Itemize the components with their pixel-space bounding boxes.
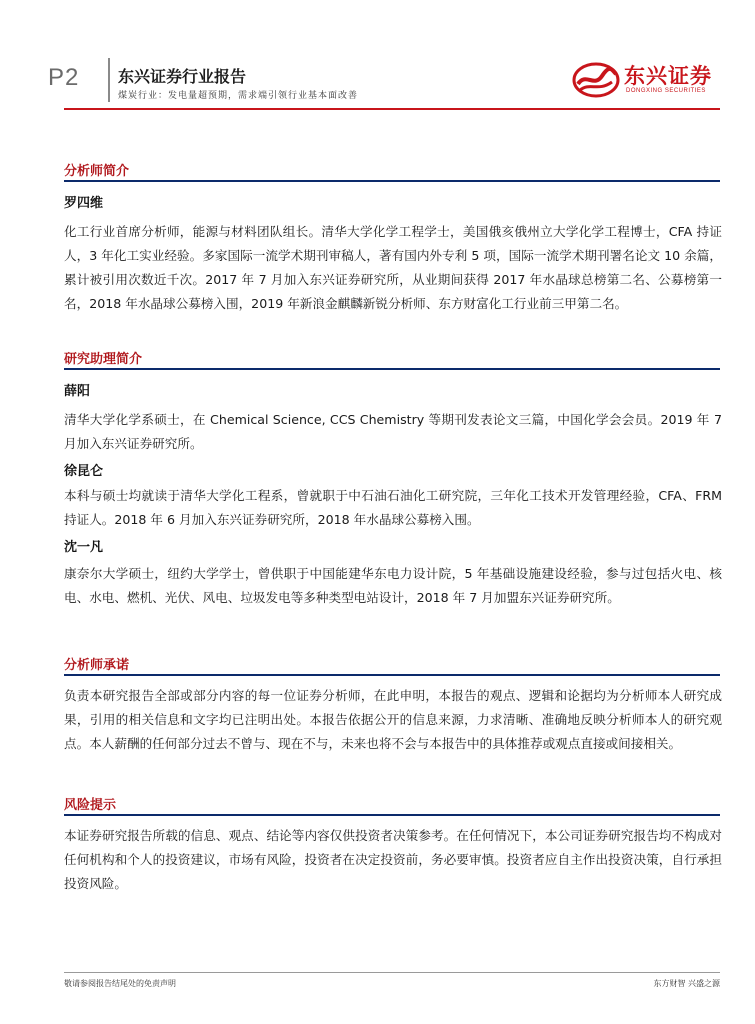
report-subtitle: 煤炭行业：发电量超预期，需求端引领行业基本面改善 <box>118 91 359 101</box>
assistant-name: 沈一凡 <box>64 540 104 555</box>
report-title: 东兴证券行业报告 <box>118 67 247 86</box>
section-divider <box>64 674 720 676</box>
assistant-bio: 本科与硕士均就读于清华大学化工程系，曾就职于中石油石油化工研究院，三年化工技术开发管理经验，CFA、FRM 持证人。2018 年 6 月加入东兴证券研究所，2018 年水晶球公募榜入围。 <box>64 488 722 527</box>
page-header <box>0 0 755 110</box>
analyst-bio: 化工行业首席分析师，能源与材料团队组长。清华大学化学工程学士，美国俄亥俄州立大学化学工程博士，CFA 持证人，3 年化工实业经验。多家国际一流学术期刊审稿人，著有国内外专利 5 项，国际一流学术期刊署名论文 10 余篇，累计被引用次数近千次。2017 年 7 月加入东兴证券研究所，从业期间获得 2017 年水晶球总榜第二名、公募榜第一名，2018 年水晶球公募榜入围，2019 年新浪金麒麟新锐分析师、东方财富化工行业前三甲第二名。 <box>64 224 722 311</box>
footer-rule <box>64 972 720 973</box>
assistant-bio: 清华大学化学系硕士，在 Chemical Science, CCS Chemistry 等期刊发表论文三篇，中国化学会会员。2019 年 7 月加入东兴证券研究所。 <box>64 412 722 451</box>
commitment-section-title: 分析师承诺 <box>64 658 130 673</box>
analyst-name: 罗四维 <box>64 196 104 211</box>
header-rule <box>64 108 720 110</box>
logo-english-text: DONGXING SECURITIES <box>626 88 706 94</box>
section-divider <box>64 180 720 182</box>
footer-disclaimer-note: 敬请参阅报告结尾处的免责声明 <box>64 979 176 988</box>
section-divider <box>64 814 720 816</box>
commitment-text: 负责本研究报告全部或部分内容的每一位证券分析师，在此申明，本报告的观点、逻辑和论据均为分析师本人研究成果，引用的相关信息和文字均已注明出处。本报告依据公开的信息来源，力求清晰、准确地反映分析师本人的研究观点。本人薪酬的任何部分过去不曾与、现在不与，未来也将不会与本报告中的具体推荐或观点直接或间接相关。 <box>64 688 722 751</box>
section-divider <box>64 368 720 370</box>
header-divider <box>108 58 110 102</box>
assistant-name: 薛阳 <box>64 384 91 399</box>
company-logo <box>572 58 722 102</box>
assistants-section-title: 研究助理简介 <box>64 352 143 367</box>
logo-text: 东兴证券 <box>624 64 712 88</box>
risk-section-title: 风险提示 <box>64 798 117 813</box>
assistant-bio: 康奈尔大学硕士，纽约大学学士，曾供职于中国能建华东电力设计院，5 年基础设施建设经验，参与过包括火电、核电、水电、燃机、光伏、风电、垃圾发电等多种类型电站设计，2018 年 7 月加盟东兴证券研究所。 <box>64 566 722 605</box>
logo-mark-icon <box>572 62 620 98</box>
page-number: P2 <box>48 64 80 91</box>
analyst-section-title: 分析师简介 <box>64 164 130 179</box>
risk-text: 本证券研究报告所载的信息、观点、结论等内容仅供投资者决策参考。在任何情况下，本公司证券研究报告均不构成对任何机构和个人的投资建议，市场有风险，投资者在决定投资前，务必要审慎。投资者应自主作出投资决策，自行承担投资风险。 <box>64 828 722 891</box>
footer-slogan: 东方财智 兴盛之源 <box>653 979 720 988</box>
assistant-name: 徐昆仑 <box>64 464 104 479</box>
